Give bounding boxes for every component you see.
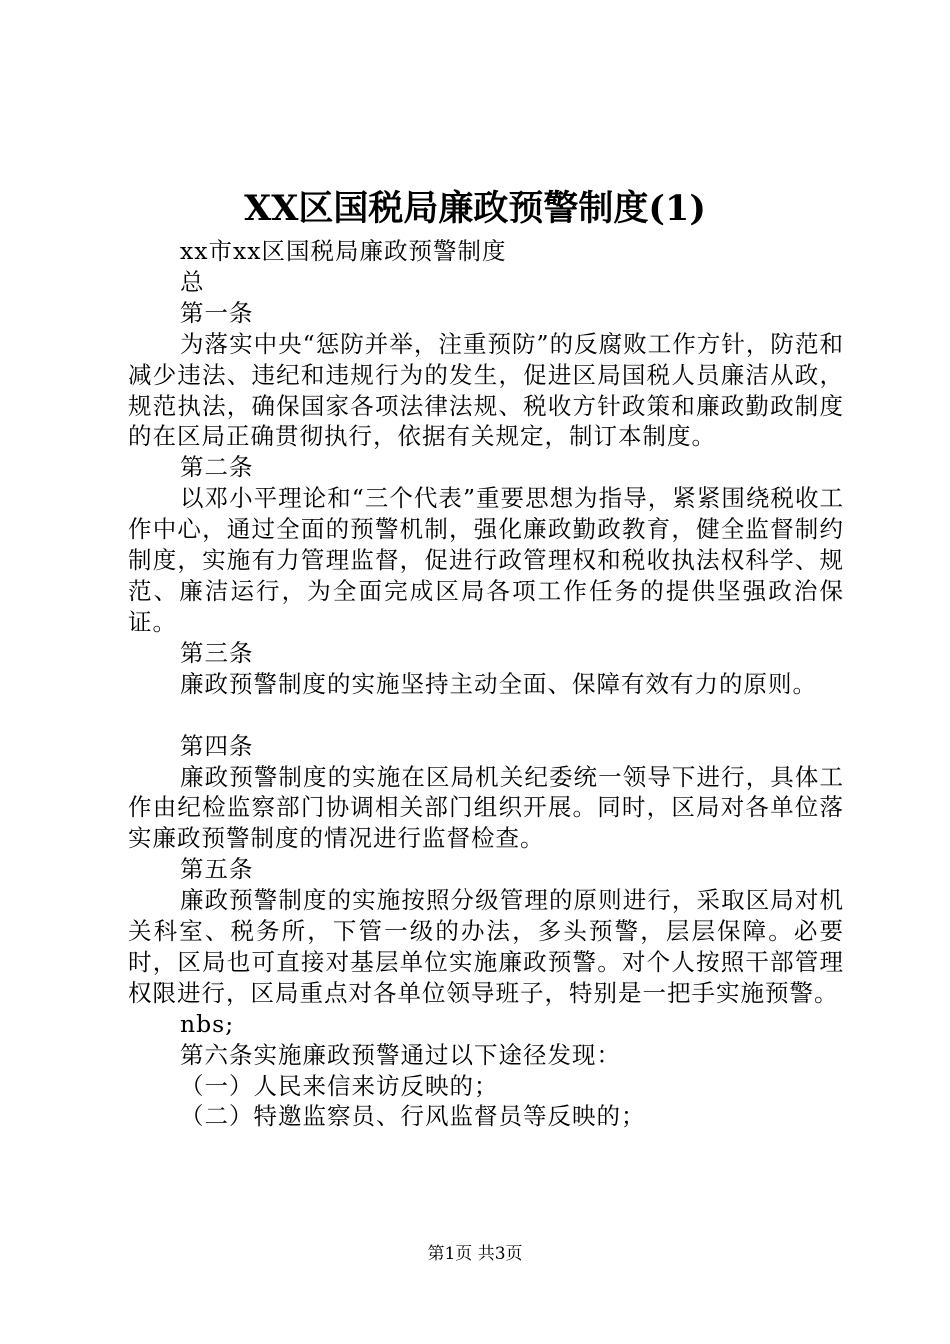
article-5-heading: 第五条	[180, 855, 254, 884]
article-1-body: 为落实中央“惩防并举，注重预防”的反腐败工作方针，防范和减少违法、违纪和违规行为的发生，促进区局国税人员廉洁从政，规范执法，确保国家各项法律法规、税收方针政策和廉政勤政制度的在区局正确贯彻执行，依据有关规定，制订本制度。	[128, 329, 844, 451]
paragraph-spacer	[128, 700, 844, 731]
list-item-1: （一）人民来信来访反映的；	[180, 1071, 499, 1100]
list-item-2: （二）特邀监察员、行风监督员等反映的；	[180, 1102, 646, 1131]
article-6-heading: 第六条实施廉政预警通过以下途径发现：	[180, 1040, 621, 1069]
article-4-body: 廉政预警制度的实施在区局机关纪委统一领导下进行，具体工作由纪检监察部门协调相关部门组织开展。同时，区局对各单位落实廉政预警制度的情况进行监督检查。	[128, 762, 844, 853]
document-subtitle: xx市xx区国税局廉政预警制度	[180, 237, 507, 265]
page-footer: 第1页 共3页	[427, 1244, 523, 1264]
document-title: XX区国税局廉政预警制度(1)	[244, 188, 706, 229]
article-4-heading: 第四条	[180, 731, 254, 760]
article-1-heading: 第一条	[180, 298, 254, 327]
article-3-heading: 第三条	[180, 638, 254, 667]
nbs-text: nbs;	[180, 1009, 235, 1038]
article-2-body: 以邓小平理论和“三个代表”重要思想为指导，紧紧围绕税收工作中心，通过全面的预警机制，强化廉政勤政教育，健全监督制约制度，实施有力管理监督，促进行政管理权和税收执法权科学、规范、廉洁运行，为全面完成区局各项工作任务的提供坚强政治保证。	[128, 484, 844, 636]
document-body	[128, 236, 844, 1132]
section-general-heading: 总	[180, 267, 205, 296]
article-5-body: 廉政预警制度的实施按照分级管理的原则进行，采取区局对机关科室、税务所，下管一级的办法，多头预警，层层保障。必要时，区局也可直接对基层单位实施廉政预警。对个人按照干部管理权限进行，区局重点对各单位领导班子，特别是一把手实施预警。	[128, 886, 844, 1007]
article-2-heading: 第二条	[180, 453, 254, 482]
article-3-body: 廉政预警制度的实施坚持主动全面、保障有效有力的原则。	[180, 669, 817, 698]
